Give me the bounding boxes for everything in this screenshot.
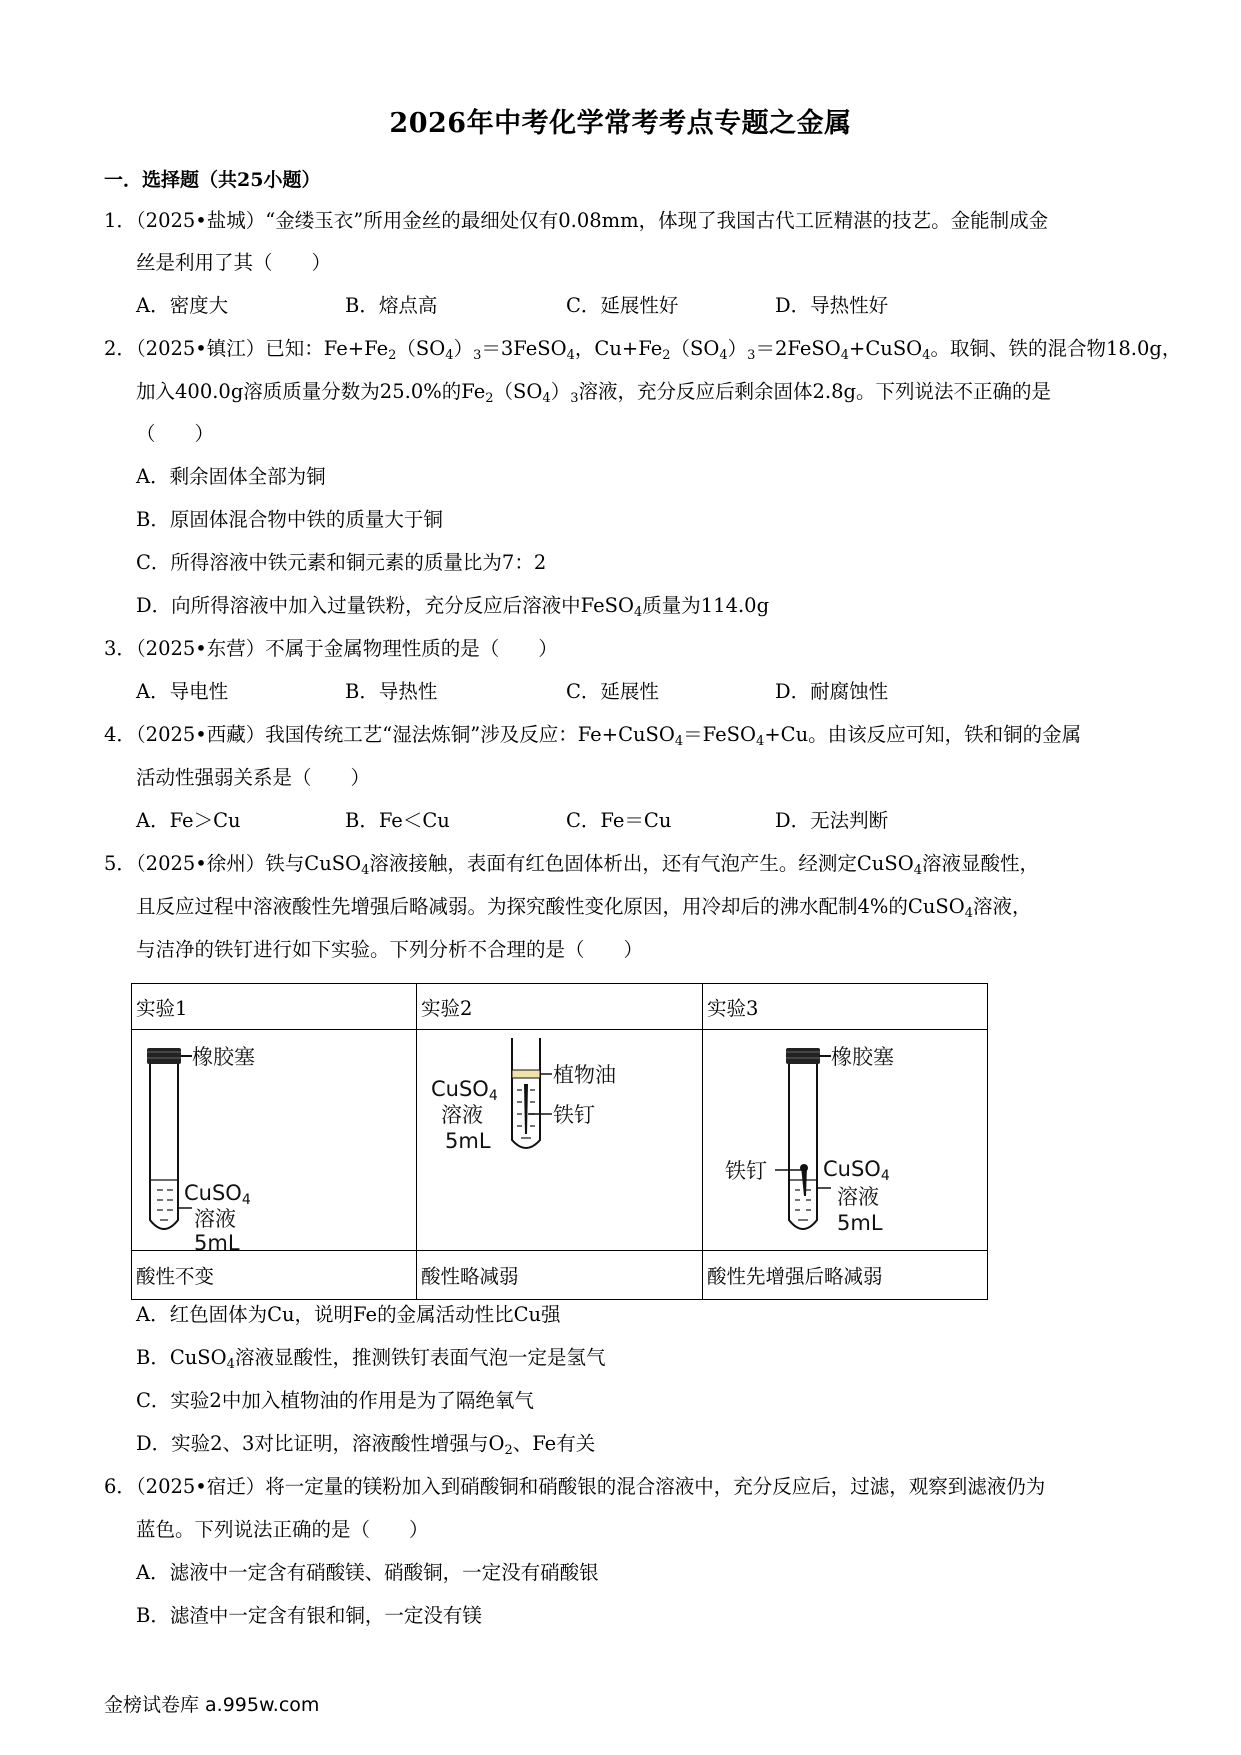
result-cell-2: 酸性略减弱 <box>416 1250 703 1300</box>
label-nail-3: 铁钉 <box>725 1159 767 1183</box>
table-header-cell-2: 实验2 <box>416 983 703 1030</box>
diagram-cell-1 <box>131 1029 417 1251</box>
label-volume-1: 5mL <box>194 1231 240 1250</box>
q3-option-d: D．耐腐蚀性 <box>775 680 889 703</box>
q6-option-b: B．滤渣中一定含有银和铜，一定没有镁 <box>136 1604 482 1627</box>
q6-stem-line1: 6．（2025•宿迁）将一定量的镁粉加入到硝酸铜和硝酸银的混合溶液中，充分反应后，过滤，观察到滤液仍为 <box>104 1475 1046 1498</box>
table-header-cell-3: 实验3 <box>702 983 988 1030</box>
q1-option-d: D．导热性好 <box>775 294 889 317</box>
q5-option-b: B．CuSO$_4$溶液显酸性，推测铁钉表面气泡一定是氢气 <box>136 1346 606 1372</box>
diagram-cell-2 <box>416 1029 703 1251</box>
q3-stem-line1: 3．（2025•东营）不属于金属物理性质的是（ ） <box>104 637 558 660</box>
label-oil-2: 植物油 <box>553 1063 616 1087</box>
experiment-2-diagram <box>417 1030 702 1250</box>
label-cuso4-2: CuSO4 <box>431 1077 498 1104</box>
q1-stem-line1: 1．（2025•盐城）“金缕玉衣”所用金丝的最细处仅有0.08mm，体现了我国古代工匠精湛的技艺。金能制成金 <box>104 209 1049 232</box>
q2-stem-line1: 2．（2025•镇江）已知：$Fe+Fe_2(SO_4)_3=3FeSO_4$，$Cu+Fe_2(SO_4)_3=2FeSO_4+CuSO_4$。取铜、铁的混合物18.0g， <box>104 337 1182 363</box>
q1-option-a: A．密度大 <box>136 294 229 317</box>
label-volume-3: 5mL <box>837 1211 883 1235</box>
q4-stem-line2: 活动性强弱关系是（ ） <box>136 766 371 789</box>
q3-option-a: A．导电性 <box>136 680 229 703</box>
section-heading: 一．选择题（共25小题） <box>104 169 321 191</box>
experiment-1-diagram <box>132 1030 416 1250</box>
experiment-table <box>131 983 988 1300</box>
label-stopper-1: 橡胶塞 <box>192 1045 255 1069</box>
page-title: 2026年中考化学常考考点专题之金属 <box>389 108 852 139</box>
experiment-3-diagram <box>703 1030 987 1250</box>
q2-option-a: A．剩余固体全部为铜 <box>136 465 326 488</box>
q2-option-c: C．所得溶液中铁元素和铜元素的质量比为7：2 <box>136 551 547 574</box>
q5-stem-line3: 与洁净的铁钉进行如下实验。下列分析不合理的是（ ） <box>136 938 644 961</box>
q3-option-c: C．延展性 <box>566 680 659 703</box>
q5-option-a: A．红色固体为Cu，说明Fe的金属活动性比Cu强 <box>136 1303 561 1326</box>
result-cell-1: 酸性不变 <box>131 1250 417 1300</box>
q4-option-b: B．Fe＜Cu <box>345 809 450 832</box>
q6-stem-line2: 蓝色。下列说法正确的是（ ） <box>136 1518 429 1541</box>
q5-option-c: C．实验2中加入植物油的作用是为了隔绝氧气 <box>136 1389 534 1412</box>
q2-option-d: D．向所得溶液中加入过量铁粉，充分反应后溶液中FeSO$_4$质量为114.0g <box>136 594 770 620</box>
q5-stem-line1: 5．（2025•徐州）铁与CuSO$_4$溶液接触，表面有红色固体析出，还有气泡产生。经测定CuSO$_4$溶液显酸性， <box>104 852 1040 878</box>
label-solution-3: 溶液 <box>837 1185 879 1209</box>
table-header-cell-1: 实验1 <box>131 983 417 1030</box>
footer-source: 金榜试卷库 a.995w.com <box>104 1694 320 1716</box>
q1-stem-line2: 丝是利用了其（ ） <box>136 251 332 274</box>
label-solution-1: 溶液 <box>194 1207 236 1231</box>
q2-stem-line2: 加入400.0g溶质质量分数为25.0%的$Fe_2(SO_4)_3$溶液，充分反应后剩余固体2.8g。下列说法不正确的是 <box>136 380 1051 406</box>
result-cell-3: 酸性先增强后略减弱 <box>702 1250 988 1300</box>
q4-option-a: A．Fe＞Cu <box>136 809 241 832</box>
q6-option-a: A．滤液中一定含有硝酸镁、硝酸铜，一定没有硝酸银 <box>136 1561 599 1584</box>
label-stopper-3: 橡胶塞 <box>831 1045 894 1069</box>
label-nail-2: 铁钉 <box>553 1103 595 1127</box>
q5-stem-line2: 且反应过程中溶液酸性先增强后略减弱。为探究酸性变化原因，用冷却后的沸水配制4%的CuSO$_4$溶液， <box>136 895 1032 921</box>
label-cuso4-1: CuSO4 <box>184 1181 251 1208</box>
label-volume-2: 5mL <box>445 1129 491 1153</box>
q4-stem-line1: 4．（2025•西藏）我国传统工艺“湿法炼铜”涉及反应：Fe+CuSO$_4$＝FeSO$_4$+Cu。由该反应可知，铁和铜的金属 <box>104 723 1082 749</box>
label-solution-2: 溶液 <box>441 1103 483 1127</box>
q4-option-d: D．无法判断 <box>775 809 889 832</box>
q4-option-c: C．Fe＝Cu <box>566 809 672 832</box>
q1-option-b: B．熔点高 <box>345 294 438 317</box>
diagram-cell-3 <box>702 1029 988 1251</box>
q1-option-c: C．延展性好 <box>566 294 679 317</box>
label-cuso4-3: CuSO4 <box>823 1157 890 1184</box>
q5-option-d: D．实验2、3对比证明，溶液酸性增强与$O_2$、Fe有关 <box>136 1432 596 1458</box>
q2-stem-line3: （ ） <box>136 422 215 445</box>
q2-option-b: B．原固体混合物中铁的质量大于铜 <box>136 508 443 531</box>
q3-option-b: B．导热性 <box>345 680 438 703</box>
